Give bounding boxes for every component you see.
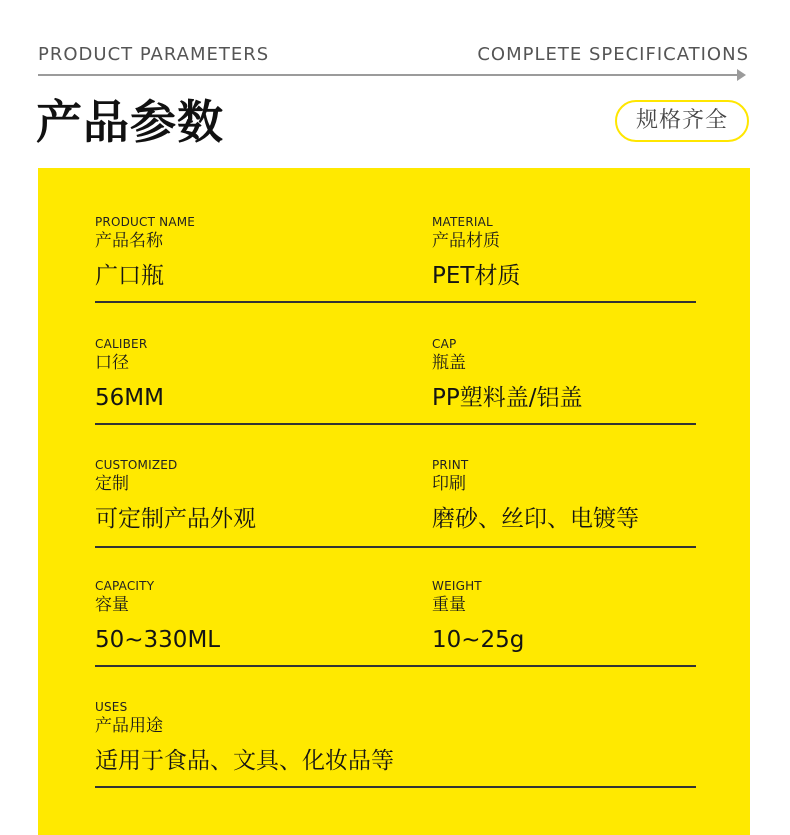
param-value: 可定制产品外观 [95,506,256,532]
param-label-en: USES [95,700,128,714]
param-uses [95,700,696,776]
param-label-zh: 重量 [432,595,466,615]
param-value: PP塑料盖/铝盖 [432,385,583,411]
param-label-zh: 产品材质 [432,231,500,251]
param-label-en: CAPACITY [95,579,155,593]
param-label-zh: 瓶盖 [432,353,466,373]
page-title: 产品参数 [36,95,224,149]
parameters-panel [38,168,750,835]
complete-specifications-caption: COMPLETE SPECIFICATIONS [477,44,749,65]
row-divider [95,665,696,667]
param-label-zh: 口径 [95,353,129,373]
param-label-en: PRINT [432,458,469,472]
param-value: 适用于食品、文具、化妆品等 [95,748,394,774]
param-value: PET材质 [432,263,521,289]
spec-badge: 规格齐全 [615,100,749,142]
param-label-en: CAP [432,337,457,351]
param-label-zh: 容量 [95,595,129,615]
row-divider [95,423,696,425]
param-material [432,215,696,291]
param-label-en: CALIBER [95,337,148,351]
param-weight [432,579,696,655]
param-label-en: CUSTOMIZED [95,458,178,472]
param-label-zh: 产品用途 [95,716,163,736]
param-value: 广口瓶 [95,263,164,289]
param-label-zh: 产品名称 [95,231,163,251]
arrow-right-icon [737,69,746,81]
param-cap [432,337,696,413]
header-divider [38,74,738,76]
param-label-en: PRODUCT NAME [95,215,196,229]
param-value: 56MM [95,385,164,411]
param-value: 磨砂、丝印、电镀等 [432,506,639,532]
param-value: 50~330ML [95,627,221,653]
param-print [432,458,696,534]
header-captions [38,44,749,68]
row-divider [95,301,696,303]
param-value: 10~25g [432,627,525,653]
param-label-en: MATERIAL [432,215,493,229]
param-label-en: WEIGHT [432,579,482,593]
param-label-zh: 定制 [95,474,129,494]
product-parameters-caption: PRODUCT PARAMETERS [38,44,270,65]
param-label-zh: 印刷 [432,474,466,494]
row-divider [95,546,696,548]
row-divider [95,786,696,788]
